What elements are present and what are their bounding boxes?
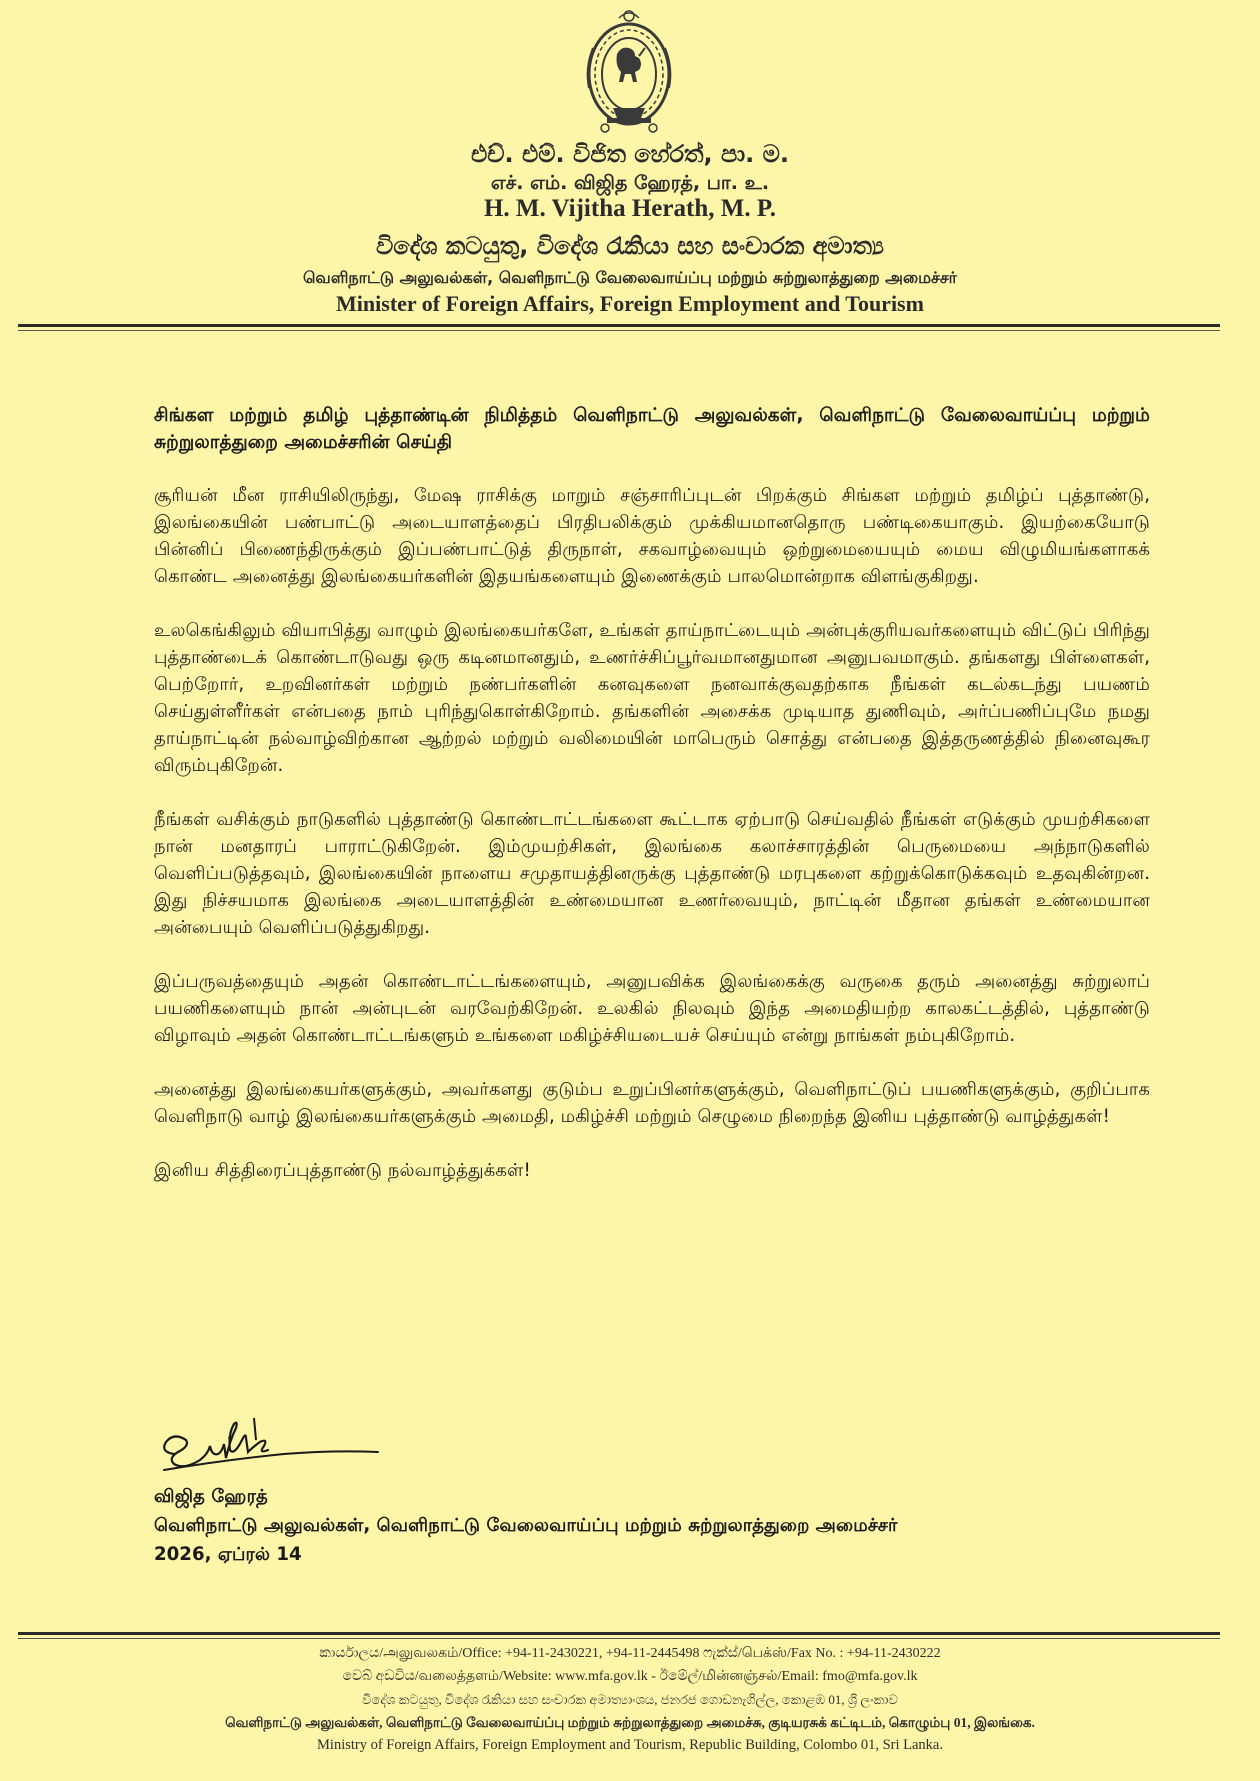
letter-date: 2026, ஏப்ரல் 14 xyxy=(154,1544,302,1565)
footer-contact-phone: කාර්යාලය/அலுவலகம்/Office: +94-11-2430221, +94-11-2445498 ෆැක්ස්/பெக்ஸ்/Fax No. : +94-11-2430222 xyxy=(319,1646,941,1661)
footer-address-english: Ministry of Foreign Affairs, Foreign Employment and Tourism, Republic Building, Colombo 01, Sri Lanka. xyxy=(317,1737,943,1753)
ministry-title-english: Minister of Foreign Affairs, Foreign Employment and Tourism xyxy=(336,291,924,316)
sign-off-block xyxy=(154,1482,1154,1569)
minister-name-english: H. M. Vijitha Herath, M. P. xyxy=(483,195,777,222)
header-divider-thin xyxy=(18,330,1220,331)
paragraph-4: இப்பருவத்தையும் அதன் கொண்டாட்டங்களையும், அனுபவிக்க இலங்கைக்கு வருகை தரும் அனைத்து சுற்றுலாப் பயணிகளையும் நான் அன்புடன் வரவேற்கிறேன். உலகில் நிலவும் இந்த அமைதியற்ற காலகட்டத்தில், புத்தாண்டு விழாவும் அதன் கொண்டாட்டங்களும் உங்களை மகிழ்ச்சியடையச் செய்யும் என்று நாங்கள் நம்புகிறோம். xyxy=(154,971,1150,1046)
footer-divider-thin xyxy=(18,1638,1220,1639)
paragraph-5: அனைத்து இலங்கையர்களுக்கும், அவர்களது குடும்ப உறுப்பினர்களுக்கும், வெளிநாட்டுப் பயணிகளுக்கும், குறிப்பாக வெளிநாடு வாழ் இலங்கையர்களுக்கும் அமைதி, மகிழ்ச்சி மற்றும் செழுமை நிறைந்த இனிய புத்தாண்டு வாழ்த்துகள்! xyxy=(154,1079,1150,1127)
footer-contact-web: වෙබ් අඩවිය/வலைத்தளம்/Website: www.mfa.gov.lk - ඊමේල්/மின்னஞ்சல்/Email: fmo@mfa.gov.lk xyxy=(342,1669,918,1684)
closing-greeting: இனிய சித்திரைப்புத்தாண்டு நல்வாழ்த்துக்கள்! xyxy=(154,1160,531,1181)
minister-name-sinhala: එච්. එම්. විජිත හේරත්, පා. ම. xyxy=(471,140,789,168)
signatory-name: விஜித ஹேரத் xyxy=(154,1486,268,1507)
message-subject: சிங்கள மற்றும் தமிழ் புத்தாண்டின் நிமித்தம் வெளிநாட்டு அலுவல்கள், வெளிநாட்டு வேலைவாய்ப்பு மற்றும் சுற்றுலாத்துறை அமைச்சரின் செய்தி xyxy=(154,405,1150,453)
footer-address-sinhala: විදේශ කටයුතු, විදේශ රැකියා සහ සංචාරක අමාත්‍යාංශය, ජනරජ ගොඩනැගිල්ල, කොළඹ 01, ශ්‍රී ලංකාව xyxy=(362,1692,898,1707)
paragraph-1: சூரியன் மீன ராசியிலிருந்து, மேஷ ராசிக்கு மாறும் சஞ்சாரிப்புடன் பிறக்கும் சிங்கள மற்றும் தமிழ்ப் புத்தாண்டு, இலங்கையின் பண்பாட்டு அடையாளத்தைப் பிரதிபலிக்கும் முக்கியமானதொரு பண்டிகையாகும். இயற்கையோடு பின்னிப் பிணைந்திருக்கும் இப்பண்பாட்டுத் திருநாள், சகவாழ்வையும் ஒற்றுமையையும் மைய விழுமியங்களாகக் கொண்ட அனைத்து இலங்கையர்களின் இதயங்களையும் இணைக்கும் பாலமொன்றாக விளங்குகிறது. xyxy=(154,485,1150,587)
message-body xyxy=(154,402,1150,1184)
letterhead-footer xyxy=(0,1642,1260,1757)
signatory-title: வெளிநாட்டு அலுவல்கள், வெளிநாட்டு வேலைவாய்ப்பு மற்றும் சுற்றுலாத்துறை அமைச்சர் xyxy=(154,1515,898,1536)
paragraph-2: உலகெங்கிலும் வியாபித்து வாழும் இலங்கையர்களே, உங்கள் தாய்நாட்டையும் அன்புக்குரியவர்களையும் விட்டுப் பிரிந்து புத்தாண்டைக் கொண்டாடுவது ஒரு கடினமானதும், உணர்ச்சிப்பூர்வமானதுமான அனுபவமாகும். தங்களது பிள்ளைகள், பெற்றோர், உறவினர்கள் மற்றும் நண்பர்களின் கனவுகளை நனவாக்குவதற்காக நீங்கள் கடல்கடந்து பயணம் செய்துள்ளீர்கள் என்பதை நாம் புரிந்துகொள்கிறோம். தங்களின் அசைக்க முடியாத துணிவும், அர்ப்பணிப்புமே நமது தாய்நாட்டின் நல்வாழ்விற்கான ஆற்றல் மற்றும் வலிமையின் மாபெரும் சொத்து என்பதை இத்தருணத்தில் நினைவுகூர விரும்புகிறேன். xyxy=(154,620,1150,776)
national-emblem-icon xyxy=(581,8,677,136)
ministry-title-tamil: வெளிநாட்டு அலுவல்கள், வெளிநாட்டு வேலைவாய்ப்பு மற்றும் சுற்றுலாத்துறை அமைச்சர் xyxy=(302,268,958,287)
paragraph-3: நீங்கள் வசிக்கும் நாடுகளில் புத்தாண்டு கொண்டாட்டங்களை கூட்டாக ஏற்பாடு செய்வதில் நீங்கள் எடுக்கும் முயற்சிகளை நான் மனதாரப் பாராட்டுகிறேன். இம்முயற்சிகள், இலங்கை கலாச்சாரத்தின் பெருமையை அந்நாடுகளில் வெளிப்படுத்தவும், இலங்கையின் நாளைய சமுதாயத்தினருக்கு புத்தாண்டு மரபுகளை கற்றுக்கொடுக்கவும் உதவுகின்றன. இது நிச்சயமாக இலங்கை அடையாளத்தின் உண்மையான உணர்வையும், நாட்டின் மீதான தங்கள் உண்மையான அன்பையும் வெளிப்படுத்துகிறது. xyxy=(154,809,1150,938)
signature-icon xyxy=(156,1404,386,1482)
ministry-title-sinhala: විදේශ කටයුතු, විදේශ රැකියා සහ සංචාරක අමාත්‍ය xyxy=(376,232,884,260)
header-divider xyxy=(18,324,1220,327)
minister-name-tamil: எச். எம். விஜித ஹேரத், பா. உ. xyxy=(490,172,770,194)
footer-divider xyxy=(18,1632,1220,1635)
footer-address-tamil: வெளிநாட்டு அலுவல்கள், வெளிநாட்டு வேலைவாய்ப்பு மற்றும் சுற்றுலாத்துறை அமைச்சு, குடியரசுக் கட்டிடம், கொழும்பு 01, இலங்கை. xyxy=(225,1715,1035,1730)
